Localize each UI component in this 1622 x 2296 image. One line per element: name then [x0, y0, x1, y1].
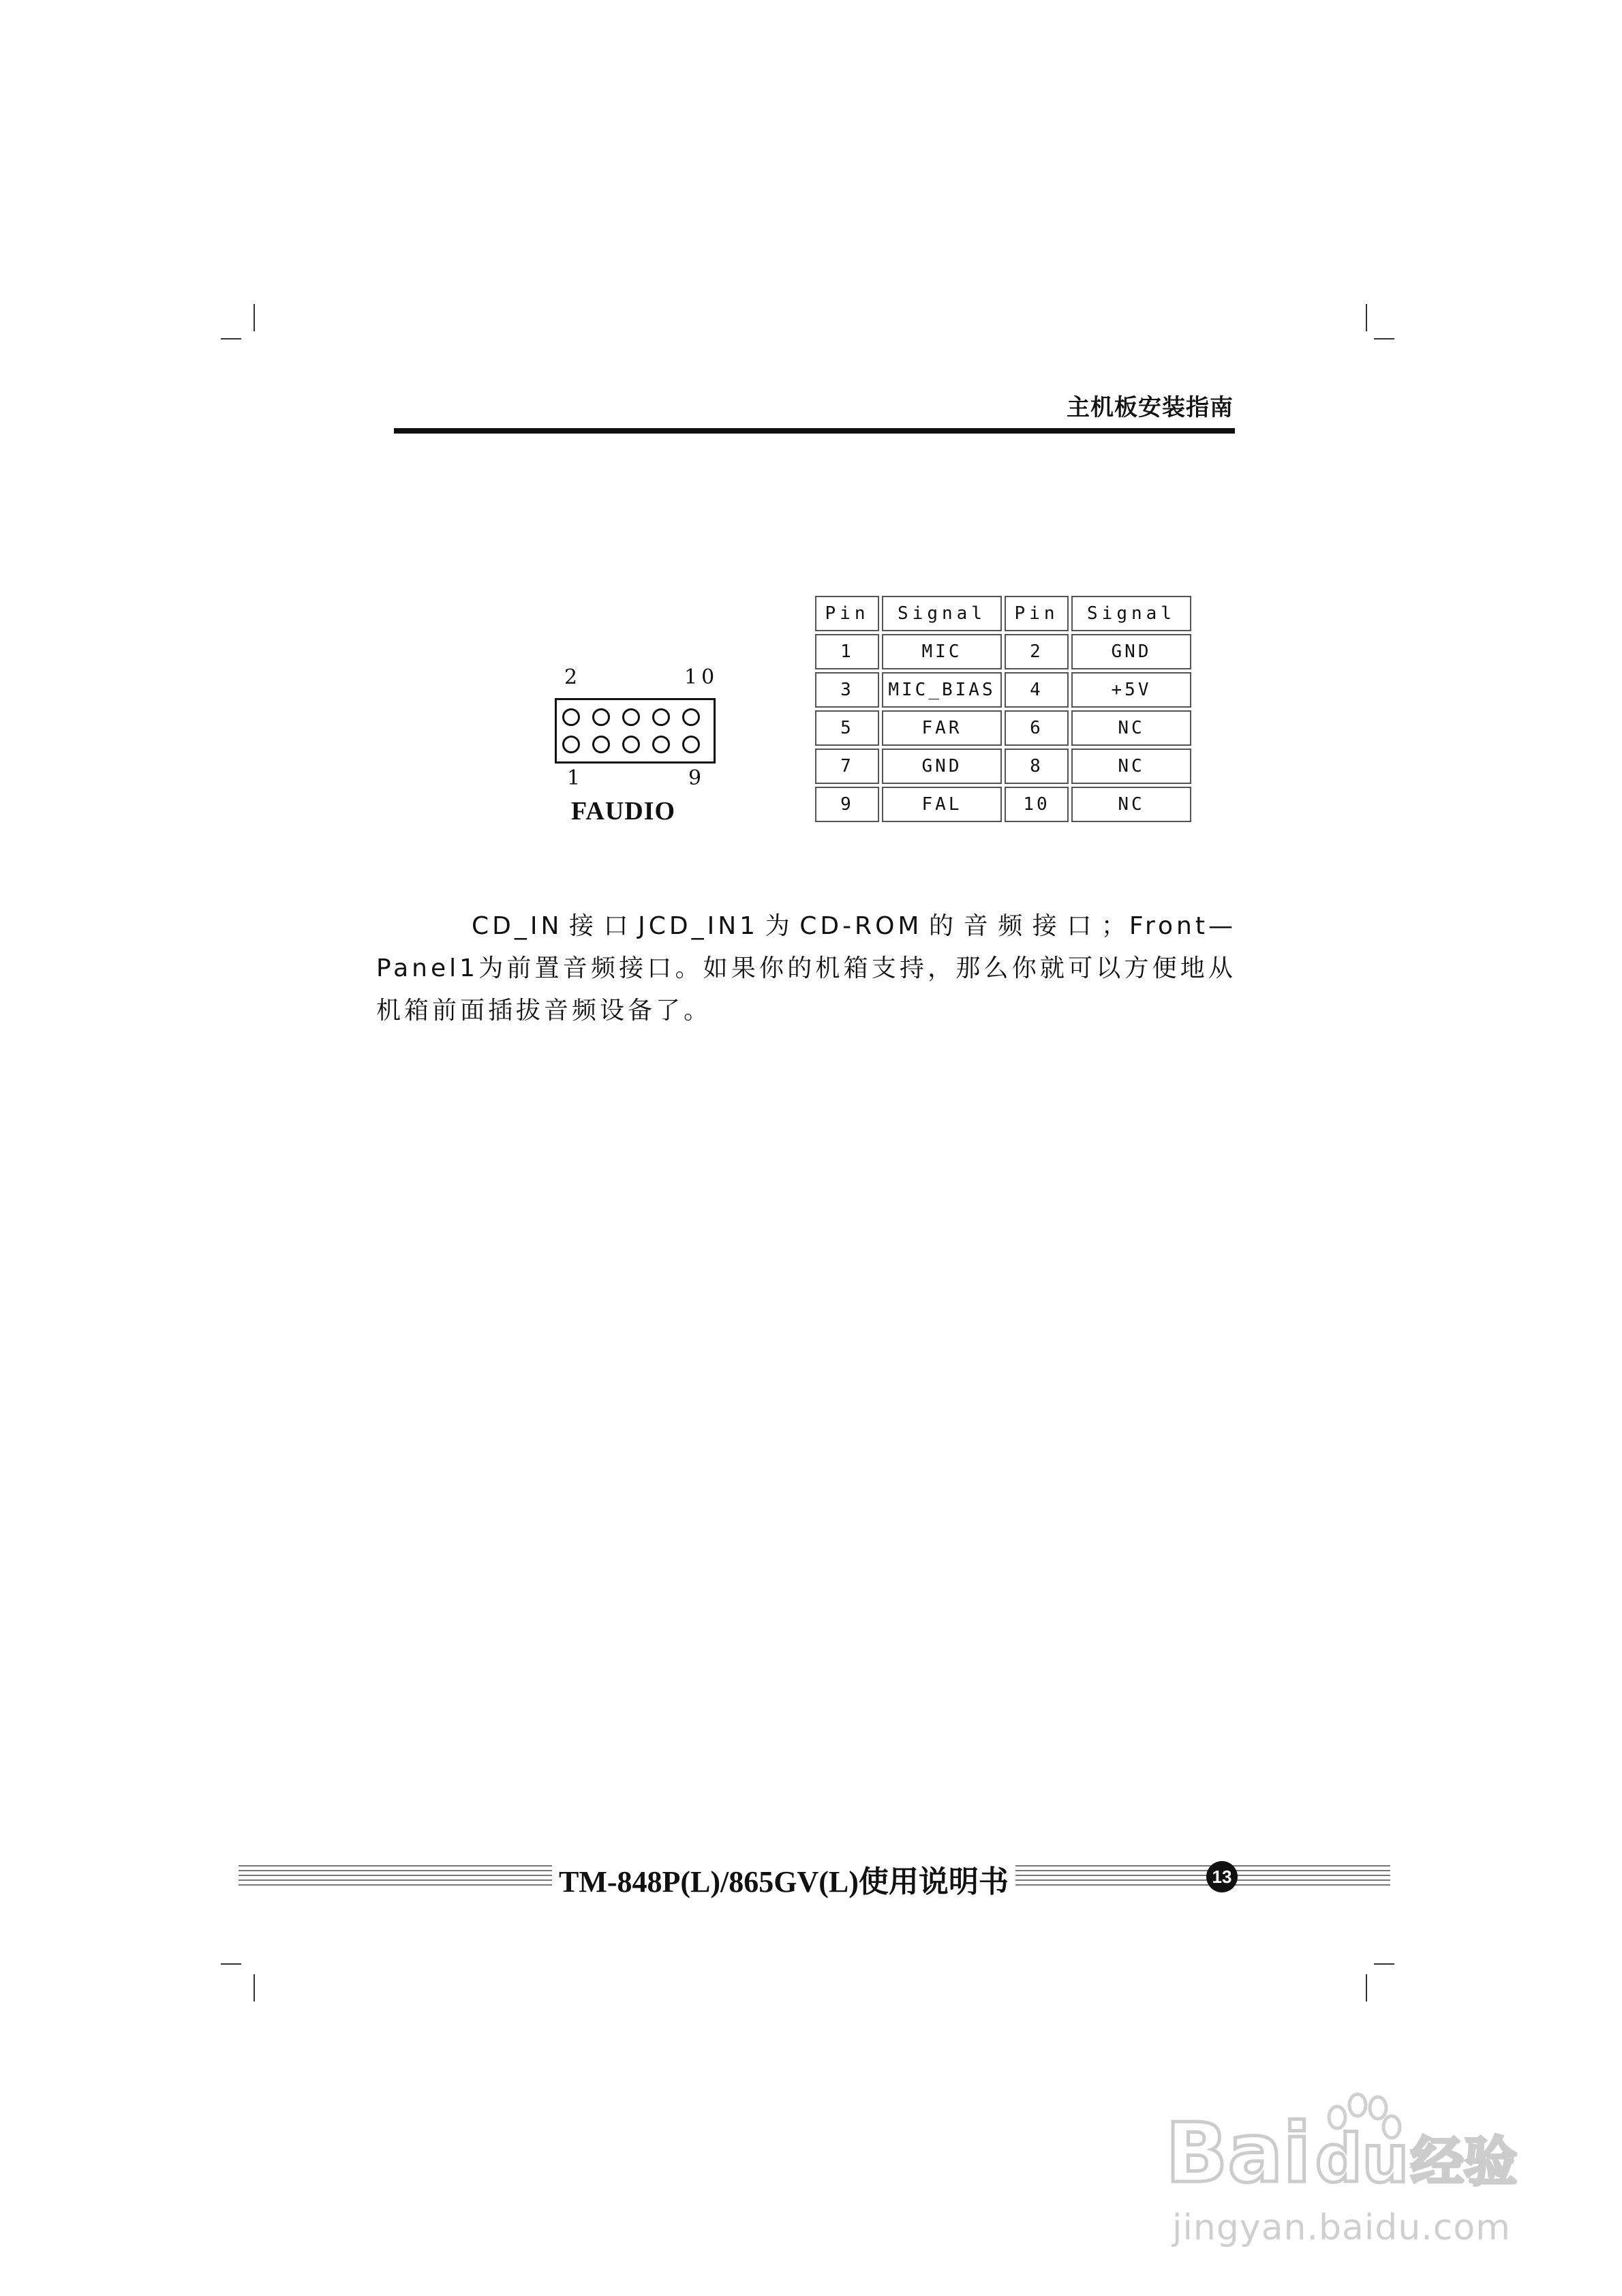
baidu-watermark-logo	[1159, 2072, 1527, 2209]
table-row	[815, 749, 1191, 784]
table-row	[815, 787, 1191, 822]
table-cell: 5	[815, 710, 879, 746]
crop-mark	[1374, 1963, 1394, 1965]
table-cell: 10	[1005, 787, 1069, 822]
crop-mark	[221, 338, 241, 339]
pin-1	[562, 736, 580, 753]
footer-title: TM-848P(L)/865GV(L)使用说明书	[552, 1857, 1015, 1901]
pin-5	[622, 736, 640, 753]
pin-2	[562, 708, 580, 726]
pin-7	[652, 736, 670, 753]
table-cell: FAR	[882, 710, 1002, 746]
crop-mark	[1374, 338, 1394, 339]
connector-header	[555, 698, 716, 764]
table-cell: 9	[815, 787, 879, 822]
table-cell: 3	[815, 672, 879, 708]
pin-9	[682, 736, 700, 753]
column-header: Signal	[1071, 596, 1191, 631]
crop-mark	[221, 1963, 241, 1965]
watermark-text-bai: Bai	[1165, 2106, 1311, 2201]
column-header: Pin	[1005, 596, 1069, 631]
table-cell: GND	[882, 749, 1002, 784]
column-header: Signal	[882, 596, 1002, 631]
header-title: 主机板安装指南	[1067, 394, 1234, 421]
watermark-text-jingyan: 经验	[1411, 2132, 1518, 2193]
connector-name: FAUDIO	[571, 797, 676, 826]
table-cell: NC	[1071, 787, 1191, 822]
pin-3	[592, 736, 610, 753]
table-cell: 1	[815, 634, 879, 669]
pin-label-1: 1	[567, 766, 585, 790]
pin-10	[682, 708, 700, 726]
page-number-badge: 13	[1206, 1861, 1238, 1892]
table-header-row	[815, 596, 1191, 631]
table-cell: 6	[1005, 710, 1069, 746]
table-cell: GND	[1071, 634, 1191, 669]
table-cell: 7	[815, 749, 879, 784]
table-cell: NC	[1071, 749, 1191, 784]
watermark-url: jingyan.baidu.com	[1172, 2207, 1511, 2248]
table-cell: NC	[1071, 710, 1191, 746]
table-cell: FAL	[882, 787, 1002, 822]
table-cell: MIC_BIAS	[882, 672, 1002, 708]
crop-mark	[1366, 304, 1367, 331]
pin-6	[622, 708, 640, 726]
table-row	[815, 710, 1191, 746]
pin-table	[812, 593, 1194, 825]
pin-label-2: 2	[564, 665, 582, 689]
pin-label-10: 10	[684, 665, 719, 689]
table-cell: 4	[1005, 672, 1069, 708]
table-row	[815, 672, 1191, 708]
crop-mark	[254, 1974, 255, 2002]
table-cell: 8	[1005, 749, 1069, 784]
pin-4	[592, 708, 610, 726]
table-row	[815, 634, 1191, 669]
crop-mark	[1366, 1974, 1367, 2002]
header-rule	[394, 428, 1235, 434]
table-cell: 2	[1005, 634, 1069, 669]
crop-mark	[254, 304, 255, 331]
pin-label-9: 9	[688, 766, 706, 790]
pin-8	[652, 708, 670, 726]
table-cell: MIC	[882, 634, 1002, 669]
table-cell: +5V	[1071, 672, 1191, 708]
column-header: Pin	[815, 596, 879, 631]
watermark-text-du: du	[1315, 2121, 1409, 2197]
body-paragraph: CD_IN接口JCD_IN1为CD-ROM的音频接口；Front—Panel1为前置音频接口。如果你的机箱支持，那么你就可以方便地从机箱前面插拔音频设备了。	[376, 912, 1236, 1025]
